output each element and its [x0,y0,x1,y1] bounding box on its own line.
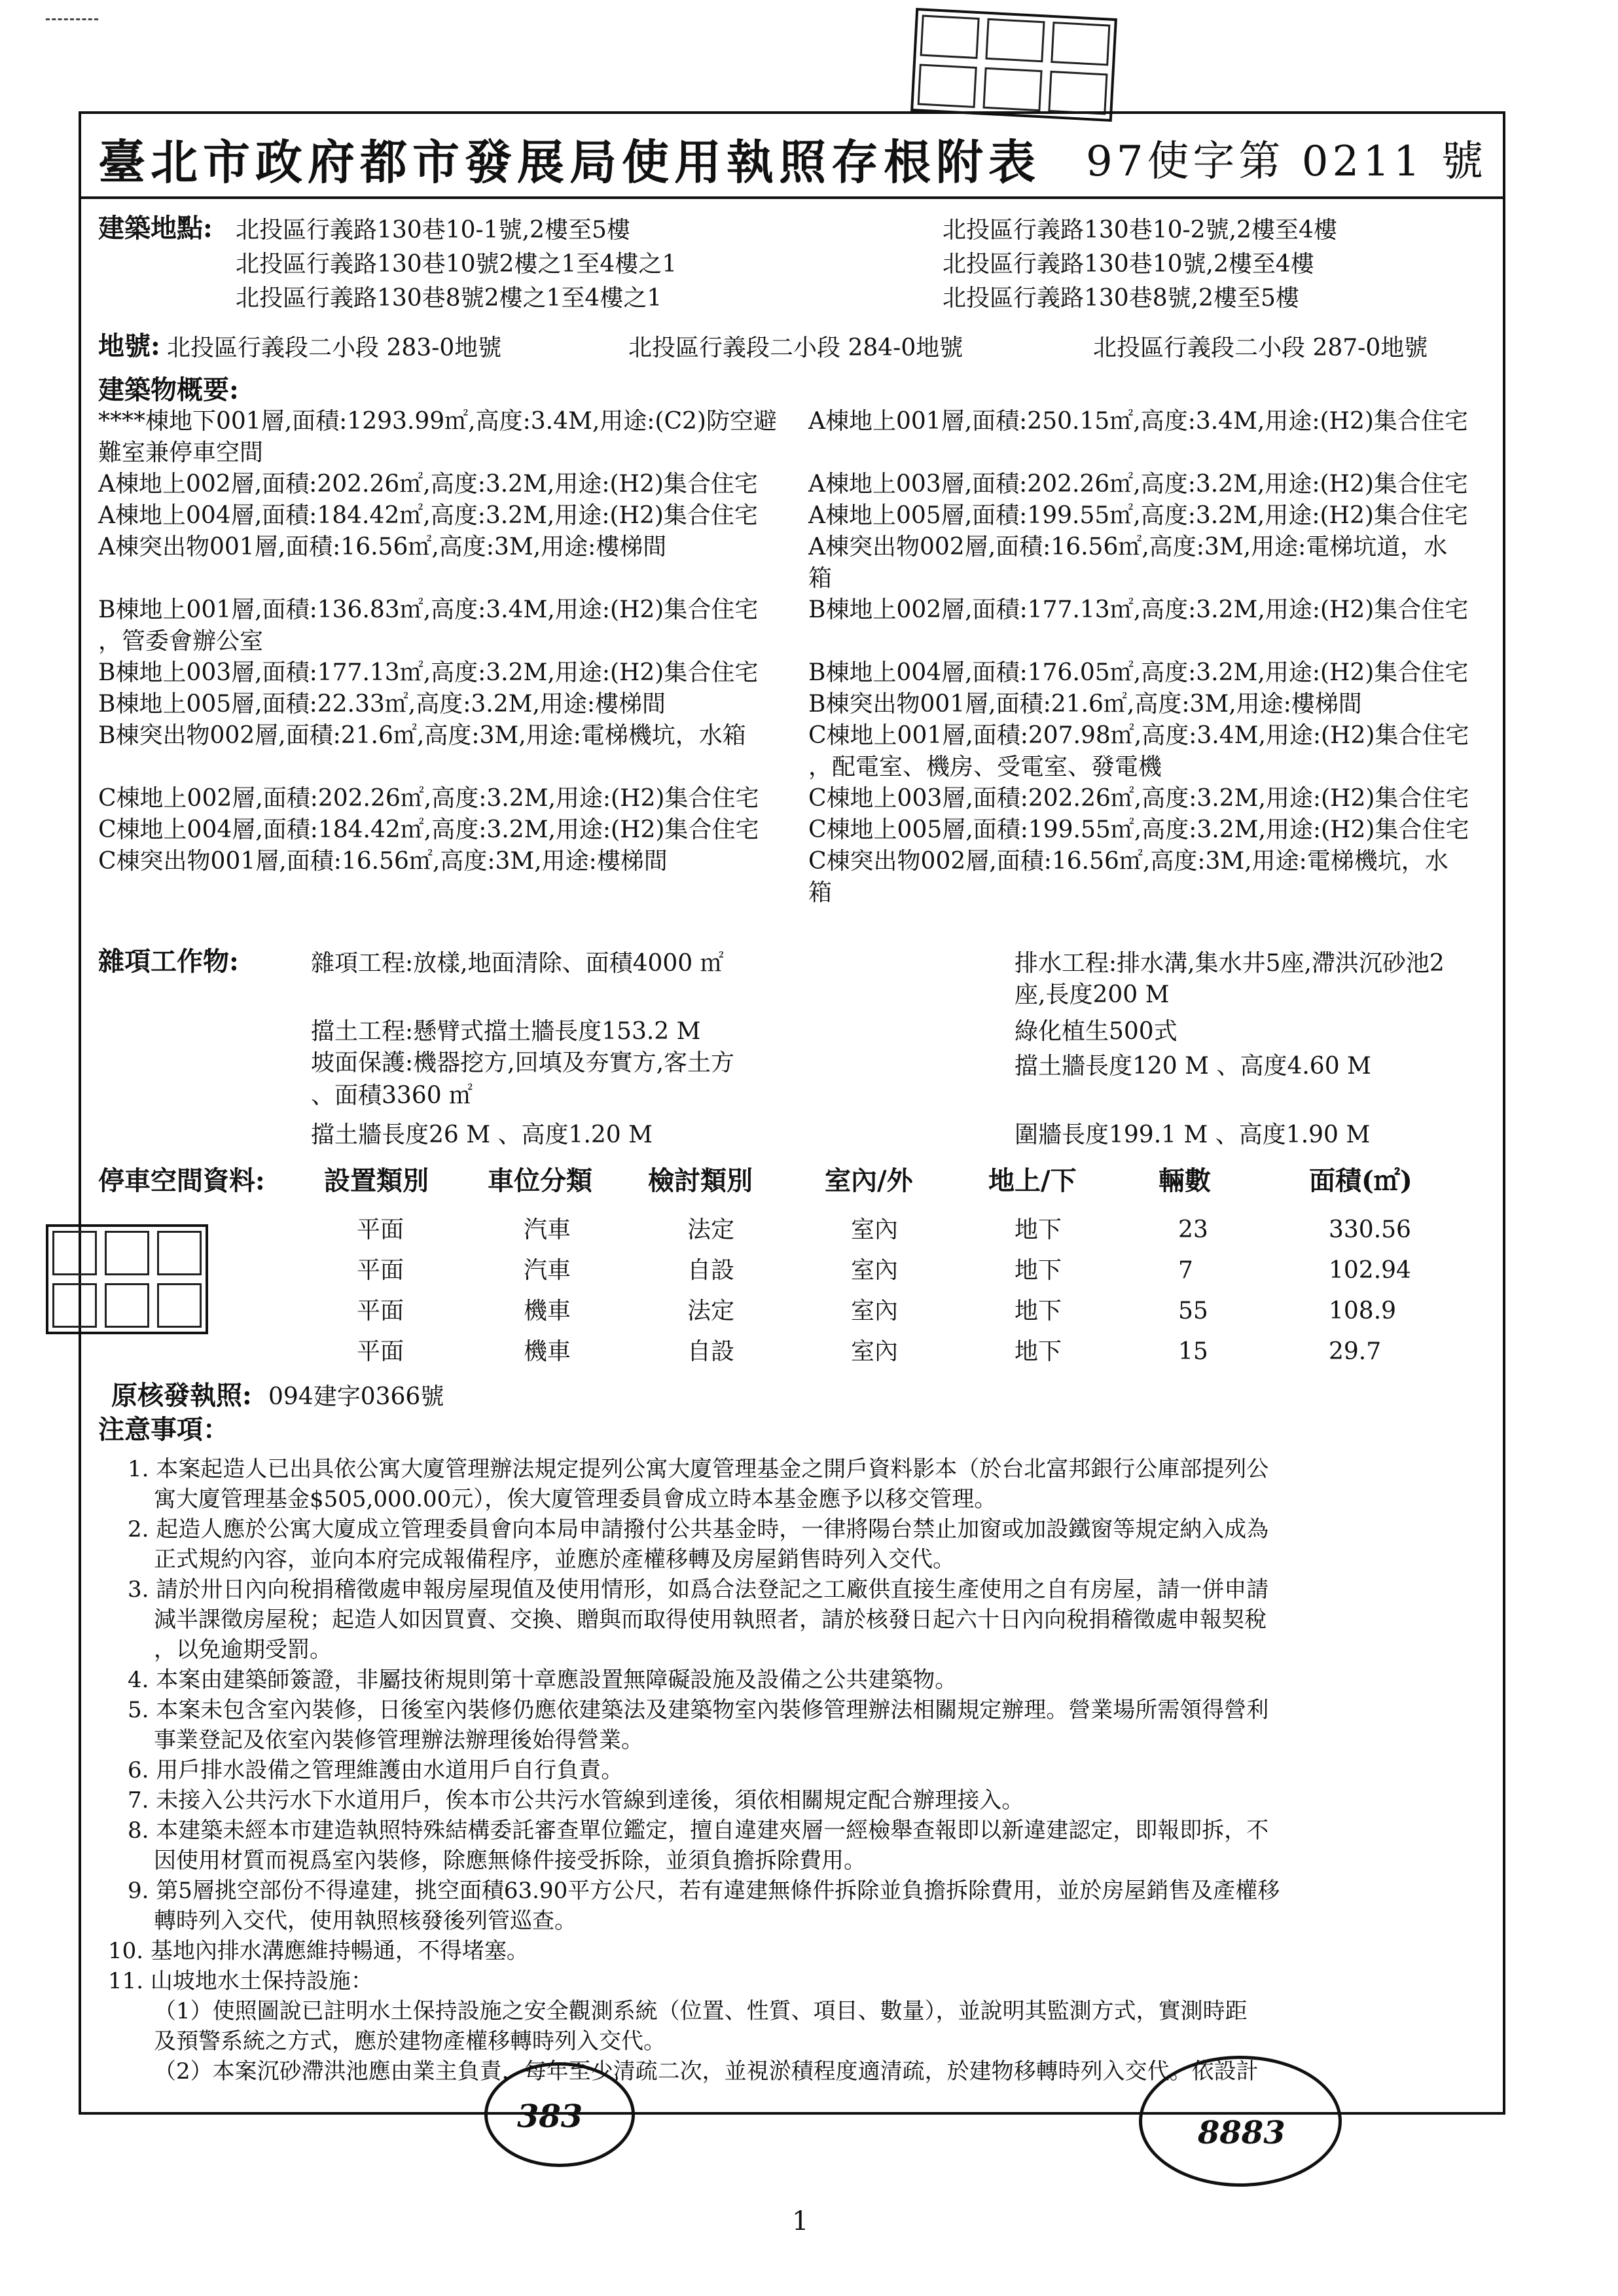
parking-column-header: 地上/下 [988,1165,1077,1196]
overview-entry: A棟地上005層,面積:199.55㎡,高度:3.2M,用途:(H2)集合住宅 [808,502,1468,529]
parking-cell: 室內 [851,1216,899,1243]
address-item: 北投區行義路130巷10號2樓之1至4樓之1 [236,251,677,278]
parking-cell: 55 [1178,1298,1208,1324]
parking-cell: 法定 [687,1216,735,1243]
parking-cell: 15 [1178,1338,1208,1365]
overview-entry: B棟突出物001層,面積:21.6㎡,高度:3M,用途:樓梯間 [808,691,1362,718]
note-line: （1）使照圖說已註明水土保持設施之安全觀測系統（位置、性質、項目、數量），並說明其監測方式，實測時距 [154,1998,1248,2024]
misc-entry: 擋土牆長度26 M 、高度1.20 M [311,1121,653,1148]
note-line: 及預警系統之方式，應於建物產權移轉時列入交代。 [154,2028,666,2054]
overview-entry: B棟地上004層,面積:176.05㎡,高度:3.2M,用途:(H2)集合住宅 [808,659,1469,686]
overview-entry: A棟突出物001層,面積:16.56㎡,高度:3M,用途:樓梯間 [98,534,667,560]
note-line: 6. 用戶排水設備之管理維護由水道用戶自行負責。 [128,1757,624,1783]
note-line: 10. 基地內排水溝應維持暢通，不得堵塞。 [108,1938,529,1964]
note-line: 1. 本案起造人已出具依公寓大廈管理辦法規定提列公寓大廈管理基金之開戶資料影本（於台北富邦銀行公庫部提列公 [128,1456,1269,1482]
overview-label: 建築物概要: [98,374,239,405]
note-line: 事業登記及依室內裝修管理辦法辦理後始得營業。 [154,1727,643,1753]
overview-entry: C棟突出物002層,面積:16.56㎡,高度:3M,用途:電梯機坑，水 [808,848,1448,875]
note-line: （2）本案沉砂滯洪池應由業主負責，每年至少清疏二次，並視淤積程度適清疏，於建物移轉時列入交代。依設計 [154,2058,1259,2085]
address-label: 建築地點: [98,213,213,244]
note-line: ，以免逾期受罰。 [154,1637,332,1663]
parking-cell: 平面 [357,1338,404,1365]
lot-label: 地號: [98,331,160,361]
address-item: 北投區行義路130巷10-1號,2樓至5樓 [236,217,630,244]
overview-entry: A棟地上001層,面積:250.15㎡,高度:3.4M,用途:(H2)集合住宅 [808,408,1468,435]
overview-entry: A棟地上004層,面積:184.42㎡,高度:3.2M,用途:(H2)集合住宅 [98,502,758,529]
parking-cell: 108.9 [1329,1298,1397,1324]
lot-item: 北投區行義段二小段 283-0地號 [167,335,502,361]
address-item: 北投區行義路130巷8號,2樓至5樓 [943,285,1299,312]
parking-cell: 平面 [357,1216,404,1243]
lot-item: 北投區行義段二小段 287-0地號 [1093,335,1428,361]
address-item: 北投區行義路130巷8號2樓之1至4樓之1 [236,285,662,312]
notes-label: 注意事項： [98,1414,229,1445]
note-line: 8. 本建築未經本市建造執照特殊結構委託審查單位鑑定，擅自違建夾層一經檢舉查報即以新違建認定，即報即拆，不 [128,1817,1269,1844]
parking-cell: 自設 [687,1338,735,1365]
overview-entry: C棟地上001層,面積:207.98㎡,高度:3.4M,用途:(H2)集合住宅 [808,722,1469,749]
parking-cell: 地下 [1015,1338,1062,1365]
parking-label: 停車空間資料: [98,1165,265,1196]
original-permit-label: 原核發執照: [111,1380,252,1411]
note-line: 5. 本案未包含室內裝修，日後室內裝修仍應依建築法及建築物室內裝修管理辦法相關規定辦理。營業場所需領得營利 [128,1697,1269,1723]
parking-cell: 汽車 [524,1257,571,1284]
parking-cell: 自設 [687,1257,735,1284]
overview-entry: B棟地上003層,面積:177.13㎡,高度:3.2M,用途:(H2)集合住宅 [98,659,759,686]
corner-mark [46,18,98,20]
parking-cell: 室內 [851,1338,899,1365]
overview-entry: C棟地上005層,面積:199.55㎡,高度:3.2M,用途:(H2)集合住宅 [808,816,1469,843]
lot-item: 北投區行義段二小段 284-0地號 [628,335,963,361]
parking-cell: 7 [1178,1257,1193,1284]
note-line: 正式規約內容，並向本府完成報備程序，並應於產權移轉及房屋銷售時列入交代。 [154,1546,955,1573]
parking-cell: 平面 [357,1257,404,1284]
overview-entry: C棟地上003層,面積:202.26㎡,高度:3.2M,用途:(H2)集合住宅 [808,785,1469,812]
official-seal-left [46,1224,208,1334]
page-number: 1 [792,2206,809,2236]
misc-entry: 綠化植生500式 [1015,1018,1178,1045]
overview-entry: C棟地上004層,面積:184.42㎡,高度:3.2M,用途:(H2)集合住宅 [98,816,759,843]
note-line: 4. 本案由建築師簽證，非屬技術規則第十章應設置無障礙設施及設備之公共建築物。 [128,1667,958,1693]
parking-cell: 機車 [524,1338,571,1365]
parking-column-header: 車位分類 [488,1165,592,1196]
parking-column-header: 檢討類別 [648,1165,753,1196]
original-permit-value: 094建字0366號 [268,1383,444,1410]
parking-cell: 平面 [357,1298,404,1324]
parking-cell: 汽車 [524,1216,571,1243]
misc-entry: 排水工程:排水溝,集水井5座,滯洪沉砂池2 [1015,950,1445,977]
parking-column-header: 室內/外 [825,1165,913,1196]
page-title: 臺北市政府都市發展局使用執照存根附表 [98,134,1041,190]
parking-cell: 室內 [851,1298,899,1324]
note-line: 因使用材質而視爲室內裝修，除應無條件接受拆除，並須負擔拆除費用。 [154,1848,866,1874]
parking-cell: 法定 [687,1298,735,1324]
note-line: 3. 請於卅日內向稅捐稽徵處申報房屋現值及使用情形，如爲合法登記之工廠供直接生產使用之自有房屋，請一併申請 [128,1576,1269,1603]
overview-entry: A棟地上003層,面積:202.26㎡,高度:3.2M,用途:(H2)集合住宅 [808,471,1468,498]
overview-entry: A棟突出物002層,面積:16.56㎡,高度:3M,用途:電梯坑道，水 [808,534,1448,560]
misc-entry: 座,長度200 M [1015,981,1170,1008]
overview-entry: 箱 [808,565,833,592]
stamp-number-right: 8883 [1198,2115,1285,2151]
parking-cell: 地下 [1015,1216,1062,1243]
address-item: 北投區行義路130巷10號,2樓至4樓 [943,251,1314,278]
parking-cell: 地下 [1015,1298,1062,1324]
note-line: 減半課徵房屋稅；起造人如因買賣、交換、贈與而取得使用執照者，請於核發日起六十日內向稅捐稽徵處申報契稅 [154,1607,1267,1633]
overview-entry: B棟突出物002層,面積:21.6㎡,高度:3M,用途:電梯機坑，水箱 [98,722,746,749]
parking-column-header: 設置類別 [324,1165,429,1196]
note-line: 寓大廈管理基金$505,000.00元），俟大廈管理委員會成立時本基金應予以移交管理。 [154,1486,997,1512]
note-line: 轉時列入交代，使用執照核發後列管巡查。 [154,1908,577,1934]
misc-entry: 擋土牆長度120 M 、高度4.60 M [1015,1053,1371,1080]
parking-cell: 機車 [524,1298,571,1324]
overview-entry: A棟地上002層,面積:202.26㎡,高度:3.2M,用途:(H2)集合住宅 [98,471,758,498]
overview-entry: 難室兼停車空間 [98,439,264,466]
parking-column-header: 輛數 [1159,1165,1211,1196]
overview-entry: C棟地上002層,面積:202.26㎡,高度:3.2M,用途:(H2)集合住宅 [98,785,759,812]
misc-entry: 坡面保護:機器挖方,回填及夯實方,客土方 [311,1049,735,1076]
misc-entry: 圍牆長度199.1 M 、高度1.90 M [1015,1121,1371,1148]
document-number: 97使字第 0211 號 [1086,137,1487,186]
header-divider [79,196,1505,199]
note-line: 2. 起造人應於公寓大廈成立管理委員會向本局申請撥付公共基金時，一律將陽台禁止加窗或加設鐵窗等規定納入成為 [128,1516,1269,1542]
note-line: 9. 第5層挑空部份不得違建，挑空面積63.90平方公尺，若有違建無條件拆除並負擔拆除費用，並於房屋銷售及產權移 [128,1878,1280,1904]
parking-cell: 室內 [851,1257,899,1284]
parking-cell: 23 [1178,1216,1208,1243]
overview-entry: C棟突出物001層,面積:16.56㎡,高度:3M,用途:樓梯間 [98,848,668,875]
note-line: 11. 山坡地水土保持設施： [108,1968,373,1994]
parking-cell: 102.94 [1329,1257,1411,1284]
overview-entry: 箱 [808,879,833,906]
parking-cell: 330.56 [1329,1216,1411,1243]
official-seal-top [910,8,1117,122]
overview-entry: ****棟地下001層,面積:1293.99㎡,高度:3.4M,用途:(C2)防空避 [98,408,777,435]
misc-label: 雜項工作物: [98,946,239,977]
overview-entry: ，配電室、機房、受電室、發電機 [808,754,1162,780]
overview-entry: B棟地上002層,面積:177.13㎡,高度:3.2M,用途:(H2)集合住宅 [808,596,1469,623]
misc-entry: 擋土工程:懸臂式擋土牆長度153.2 M [311,1018,701,1045]
misc-entry: 、面積3360 ㎡ [311,1082,473,1109]
misc-entry: 雜項工程:放樣,地面清除、面積4000 ㎡ [311,950,724,977]
overview-entry: B棟地上001層,面積:136.83㎡,高度:3.4M,用途:(H2)集合住宅 [98,596,759,623]
overview-entry: ，管委會辦公室 [98,628,264,655]
parking-cell: 地下 [1015,1257,1062,1284]
overview-entry: B棟地上005層,面積:22.33㎡,高度:3.2M,用途:樓梯間 [98,691,666,718]
parking-column-header: 面積(㎡) [1309,1165,1412,1196]
stamp-number-left: 383 [517,2098,583,2135]
note-line: 7. 未接入公共污水下水道用戶，俟本市公共污水管線到達後，須依相關規定配合辦理接入。 [128,1787,1024,1813]
parking-cell: 29.7 [1329,1338,1382,1365]
address-item: 北投區行義路130巷10-2號,2樓至4樓 [943,217,1337,244]
